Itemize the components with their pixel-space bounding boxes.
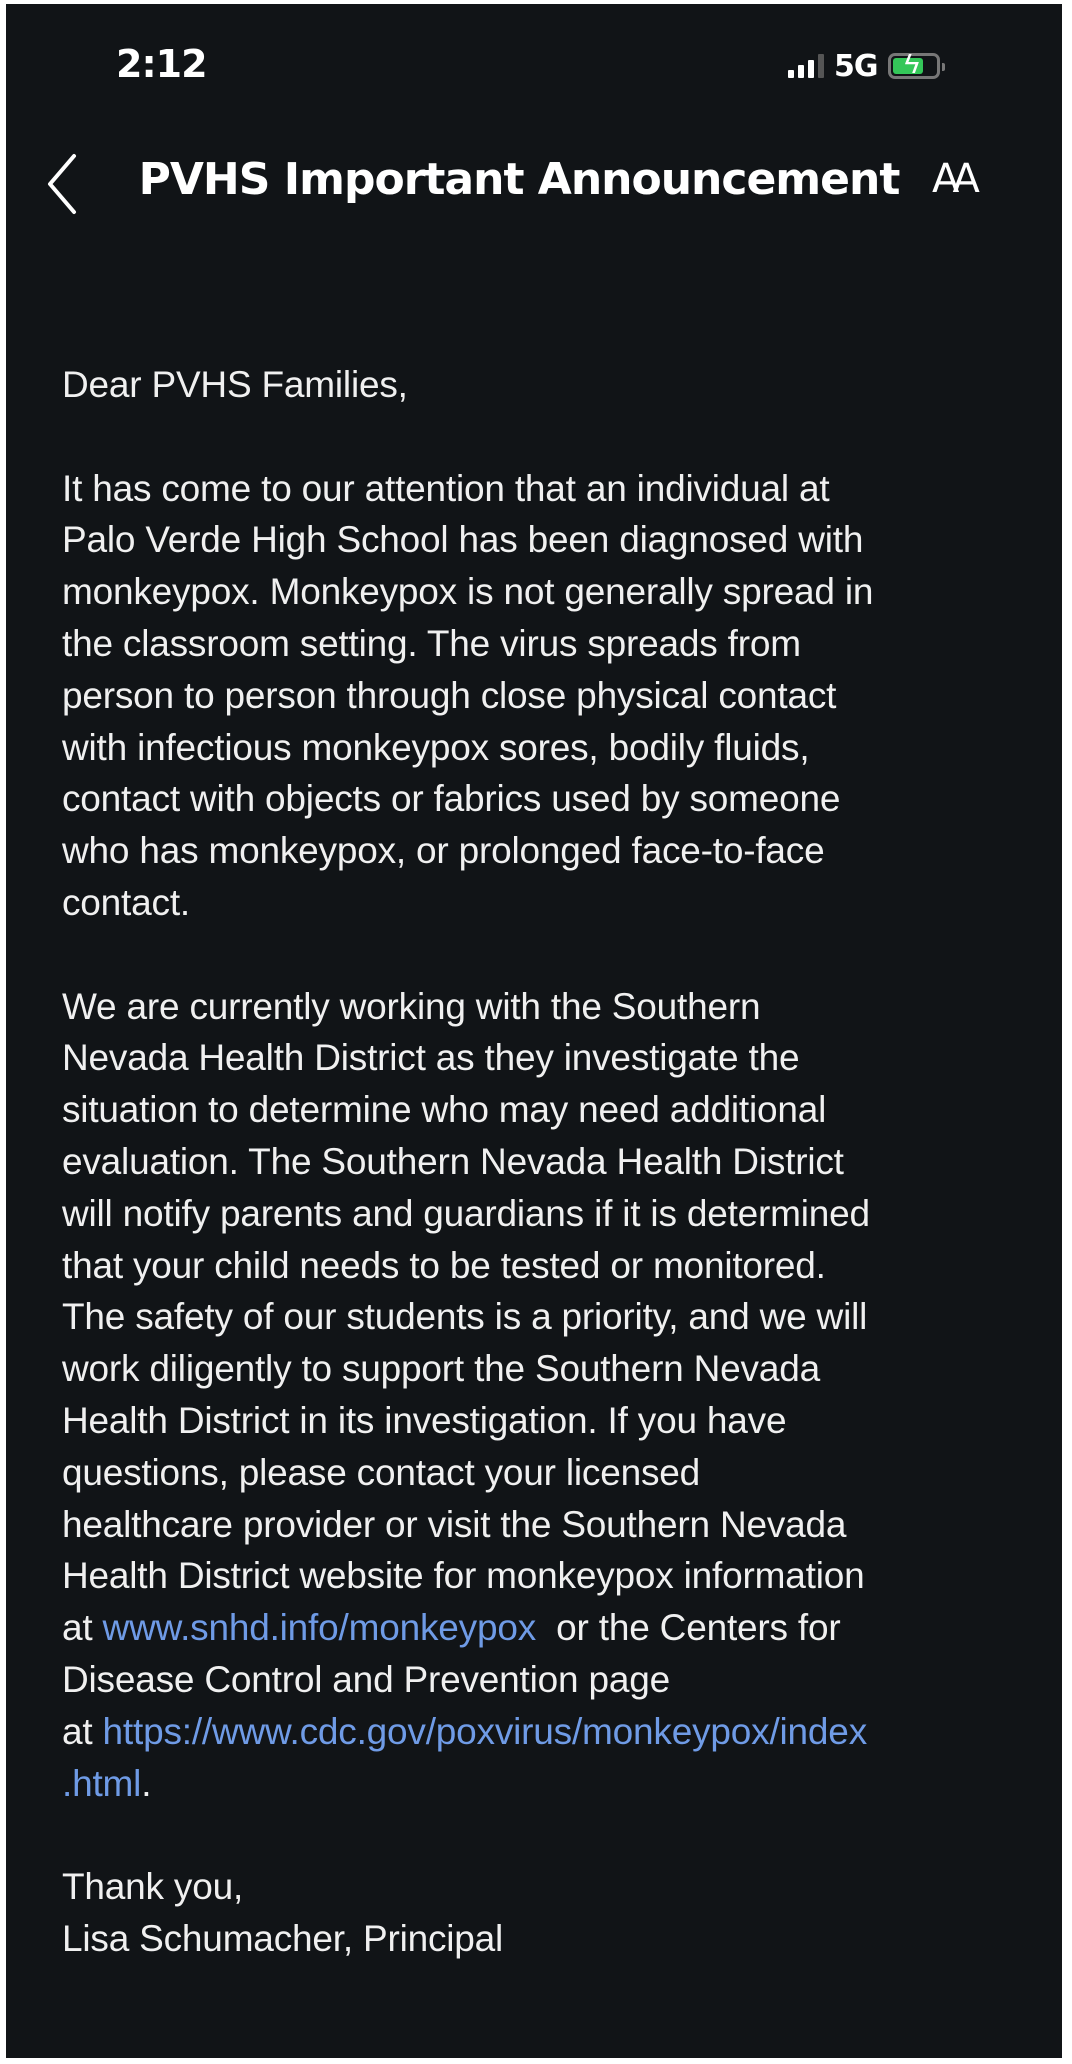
cdc-link-continued[interactable]: .html [62,1762,142,1804]
text-line: It has come to our attention that an individual at [62,467,830,509]
status-time: 2:12 [116,42,207,86]
signal-icon [788,54,824,78]
text-line: person to person through close physical contact [62,674,837,716]
text-line: contact with objects or fabrics used by someone [62,778,841,820]
text-line: contact. [62,881,190,923]
text-line: at https://www.cdc.gov/poxvirus/monkeypox/index [62,1710,867,1752]
network-label: 5G [834,48,878,84]
text-line: Disease Control and Prevention page [62,1658,670,1700]
text-line: questions, please contact your licensed [62,1451,701,1493]
paragraph-1 [62,463,873,929]
announcement-body [62,359,873,1965]
cdc-link[interactable]: https://www.cdc.gov/poxvirus/monkeypox/index [102,1710,867,1752]
text-line: the classroom setting. The virus spreads from [62,622,801,664]
text-size-icon: AA [932,156,972,202]
closing: Thank you, [62,1866,244,1908]
text-line: that your child needs to be tested or monitored. [62,1244,826,1286]
text-line: We are currently working with the Southern [62,985,761,1027]
text-line: Health District in its investigation. If you have [62,1399,787,1441]
page-title: PVHS Important Announcement [138,154,900,205]
text-line: evaluation. The Southern Nevada Health District [62,1140,844,1182]
text-line: The safety of our students is a priority, and we will [62,1296,868,1338]
text-line: will notify parents and guardians if it is determined [62,1192,870,1234]
text-line: Health District website for monkeypox information [62,1555,865,1597]
text-line: with infectious monkeypox sores, bodily fluids, [62,726,810,768]
text-line: situation to determine who may need additional [62,1089,827,1131]
text-line: monkeypox. Monkeypox is not generally spread in [62,571,874,613]
text-line: work diligently to support the Southern Nevada [62,1348,820,1390]
battery-charging-icon: ϟ [888,53,940,79]
signature: Lisa Schumacher, Principal [62,1917,504,1959]
phone-screen [6,4,1062,2058]
text-line: healthcare provider or visit the Southern Nevada [62,1503,847,1545]
text-size-button[interactable] [932,156,972,202]
text-line: at www.snhd.info/monkeypox or the Centers for [62,1607,841,1649]
greeting: Dear PVHS Families, [62,364,408,405]
paragraph-2 [62,981,873,1603]
text-line: .html. [62,1762,152,1804]
snhd-link[interactable]: www.snhd.info/monkeypox [102,1607,537,1649]
status-icons [788,48,940,84]
text-line: Nevada Health District as they investigate the [62,1037,800,1079]
text-line: who has monkeypox, or prolonged face-to-face [62,830,825,872]
text-line: Palo Verde High School has been diagnosed with [62,519,864,561]
